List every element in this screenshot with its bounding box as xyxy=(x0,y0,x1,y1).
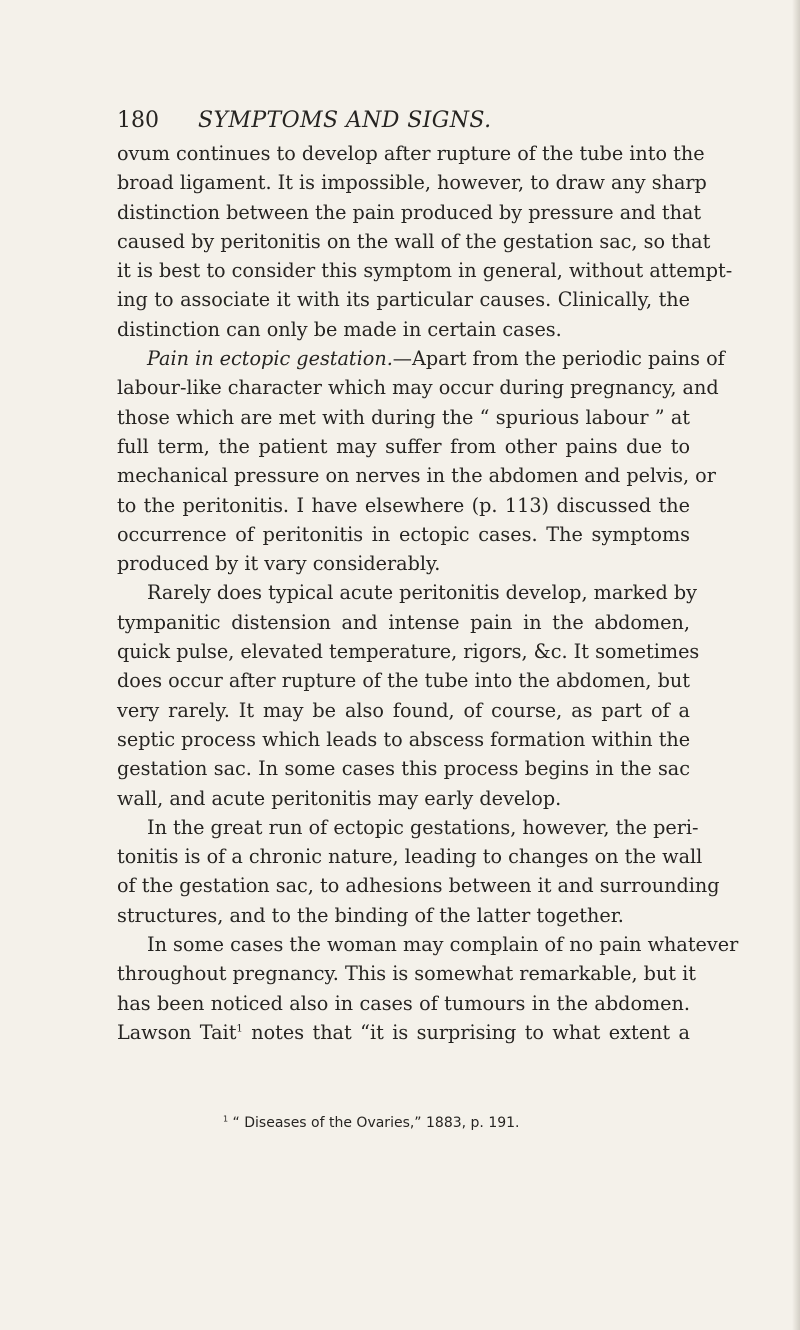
text-line: septic process which leads to abscess formation within the xyxy=(117,727,691,751)
section-first-line xyxy=(117,344,725,373)
text-line: ing to associate it with its particular causes. Clinically, the xyxy=(117,288,690,312)
footnote-marker: 1 xyxy=(223,1114,229,1124)
text-line: it is best to consider this symptom in general, without attempt- xyxy=(117,259,733,283)
text-line-with-footnote-ref xyxy=(117,1018,690,1047)
body-text xyxy=(117,139,739,1047)
footnote-reference: 1 xyxy=(236,1023,243,1035)
text-line: tympanitic distension and intense pain in the abdomen, xyxy=(117,610,690,634)
footnote-text: “ Diseases of the Ovaries,” 1883, p. 191. xyxy=(228,1115,520,1131)
text-line: has been noticed also in cases of tumours in the abdomen. xyxy=(117,991,690,1015)
text-line: In the great run of ectopic gestations, however, the peri- xyxy=(147,815,699,839)
text-line: ovum continues to develop after rupture of the tube into the xyxy=(117,142,705,165)
text-line: Rarely does typical acute peritonitis develop, marked by xyxy=(147,581,697,605)
text-line: mechanical pressure on nerves in the abdomen and pelvis, or xyxy=(117,464,716,488)
text-line: distinction between the pain produced by pressure and that xyxy=(117,200,702,224)
page-number: 180 xyxy=(117,108,159,133)
text-line: very rarely. It may be also found, of course, as part of a xyxy=(117,698,690,722)
text-line: to the peritonitis. I have elsewhere (p. 113) discussed the xyxy=(117,493,690,517)
running-title: SYMPTOMS AND SIGNS. xyxy=(198,108,492,133)
text-line: distinction can only be made in certain cases. xyxy=(117,317,562,341)
text-line: throughout pregnancy. This is somewhat remarkable, but it xyxy=(117,962,696,986)
footnote xyxy=(223,1114,623,1132)
text-line: those which are met with during the “ spurious labour ” at xyxy=(117,405,690,429)
text-line: full term, the patient may suffer from other pains due to xyxy=(117,434,690,458)
text-line: does occur after rupture of the tube into the abdomen, but xyxy=(117,669,690,693)
running-head xyxy=(117,105,737,137)
text-fragment: Apart from the periodic pains of xyxy=(411,347,725,371)
text-line: tonitis is of a chronic nature, leading to changes on the wall xyxy=(117,845,703,869)
text-line: occurrence of peritonitis in ectopic cases. The symptoms xyxy=(117,522,690,546)
text-line: gestation sac. In some cases this process begins in the sac xyxy=(117,757,690,781)
text-line: produced by it vary considerably. xyxy=(117,552,441,576)
text-line: of the gestation sac, to adhesions between it and surrounding xyxy=(117,874,720,898)
text-line: wall, and acute peritonitis may early develop. xyxy=(117,786,562,810)
text-fragment: notes that “it is surprising to what extent a xyxy=(242,1020,690,1044)
text-line: broad ligament. It is impossible, however, to draw any sharp xyxy=(117,171,707,195)
text-line: quick pulse, elevated temperature, rigors, &c. It sometimes xyxy=(117,640,700,664)
text-line: structures, and to the binding of the latter together. xyxy=(117,903,624,927)
section-heading: Pain in ectopic gestation. xyxy=(147,347,393,371)
heading-dash: — xyxy=(392,347,412,371)
text-line: labour-like character which may occur during pregnancy, and xyxy=(117,376,719,400)
text-line: In some cases the woman may complain of no pain whatever xyxy=(147,933,739,957)
page-edge-shadow xyxy=(792,0,800,1330)
text-line: caused by peritonitis on the wall of the gestation sac, so that xyxy=(117,229,711,253)
text-fragment: Lawson Tait xyxy=(117,1020,237,1044)
